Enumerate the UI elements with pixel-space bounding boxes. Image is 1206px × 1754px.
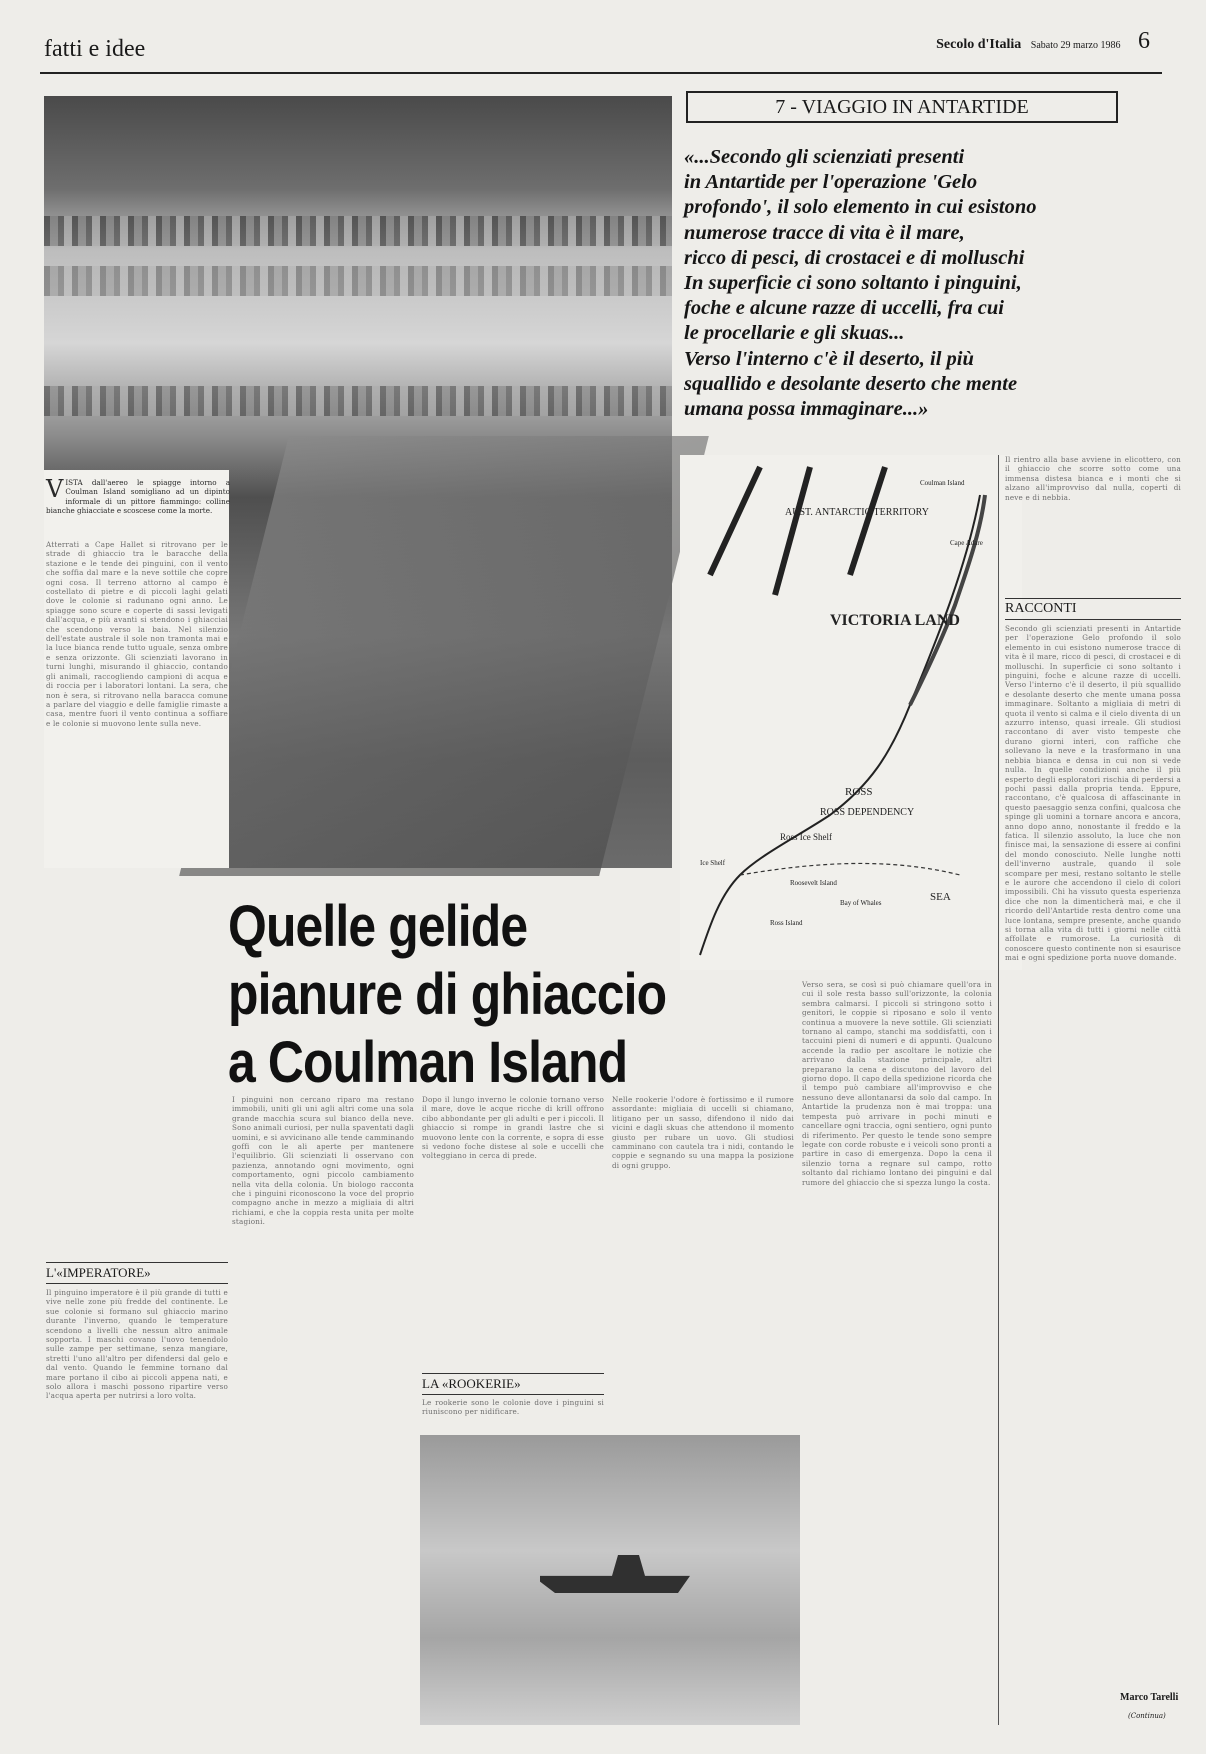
quote-line: Verso l'interno c'è il deserto, il più bbox=[684, 347, 974, 370]
article-column-1b: Il pinguino imperatore è il più grande di tutti e vive nelle zone più fredde del continente. Le sue colonie si formano sul ghiaccio marino durante l'inverno, quando le temperature scendono a livelli che nessun altro animale sopporta. I maschi covano l'uovo tenendolo sulle zampe per settimane, senza mangiare, stretti l'uno all'altro per difendersi dal gelo e dal vento. Quando le femmine tornano dal mare portano il cibo ai piccoli appena nati, e solo allora i maschi possono ripartire verso l'acqua aperta per nutrirsi a loro volta. bbox=[46, 1288, 228, 1401]
photo-ridge bbox=[44, 386, 672, 416]
map-label: ROSS bbox=[845, 786, 873, 798]
caption-text: ISTA dall'aereo le spiagge intorno a Coulman Island somigliano ad un dipinto informale di un pittore fiammingo: colline bianche ghiacciate e scoscese come la morte. bbox=[46, 478, 230, 515]
subhead-imperatore: L'«IMPERATORE» bbox=[46, 1262, 228, 1284]
headline-line: Quelle gelide bbox=[228, 894, 528, 959]
map-label: ROSS DEPENDENCY bbox=[820, 807, 915, 818]
main-headline bbox=[228, 893, 692, 1097]
photo-ridge bbox=[44, 216, 672, 246]
quote-line: profondo', il solo elemento in cui esistono bbox=[684, 196, 1037, 219]
antarctic-map bbox=[680, 455, 1022, 970]
series-title: 7 - VIAGGIO IN ANTARTIDE bbox=[686, 91, 1118, 123]
newspaper-name: Secolo d'Italia bbox=[936, 37, 1022, 52]
ship-silhouette bbox=[540, 1555, 690, 1593]
map-label: Bay of Whales bbox=[840, 899, 882, 907]
quote-line: in Antartide per l'operazione 'Gelo bbox=[684, 171, 978, 194]
article-column-3: Dopo il lungo inverno le colonie tornano verso il mare, dove le acque ricche di krill offrono cibo abbondante per gli adulti e per i piccoli. Il ghiaccio si rompe in grandi lastre che si muovono lente con la corrente, e sopra di esse si vedono foche distese al sole e uccelli che volteggiano in cerca di prede. bbox=[422, 1095, 604, 1161]
map-label: VICTORIA LAND bbox=[830, 612, 960, 629]
quote-line: umana possa immaginare...» bbox=[684, 398, 929, 421]
article-column-7: Secondo gli scienziati presenti in Antartide per l'operazione Gelo profondo il solo elemento in cui esistono numerose tracce di vita è il mare, ricco di pesci, di crostacei e di molluschi. In superficie ci sono soltanto i pinguini, foche e alcune razze di uccelli. Verso l'interno c'è il deserto, il più squallido e desolante deserto che mente umana possa immaginare. Soltanto a migliaia di metri di quota il vento si calma e il cielo diventa di un azzurro intenso, quasi irreale. Gli studiosi raccontano di aver visto tempeste che durano giorni interi, con raffiche che sollevano la neve e la trasformano in una nebbia bianca e densa in cui non si vede nulla. In quelle condizioni anche il più esperto degli esploratori rischia di perdersi a pochi passi dalla propria tenda. Eppure, raccontano, c'è qualcosa di affascinante in questo paesaggio senza confini, qualcosa che spinge gli uomini a tornare ancora e ancora, anno dopo anno, nonostante il freddo e la fatica. Il silenzio assoluto, la luce che non finisce mai, la sensazione di essere ai confini del mondo conosciuto. Nelle lunghe notti dell'inverno australe, quando il sole scompare per mesi, restano soltanto le stelle e le aurore che accendono il cielo di colori impossibili. Chi ha vissuto questa esperienza dice che non la dimenticherà mai, e che il ricordo dell'Antartide resta dentro come una luce lontana, sempre presente, anche quando si torna alla vita di tutti i giorni nelle città affollate e rumorose. La curiosità di conoscere questo continente non si esaurisce mai e ogni spedizione porta nuove domande. bbox=[1005, 624, 1181, 963]
subhead-rookerie: LA «ROOKERIE» bbox=[422, 1373, 604, 1395]
column-rule bbox=[998, 455, 999, 1725]
masthead bbox=[936, 28, 1150, 55]
issue-date: Sabato 29 marzo 1986 bbox=[1030, 40, 1121, 51]
quote-line: squallido e desolante deserto che mente bbox=[684, 372, 1018, 395]
page-number: 6 bbox=[1138, 28, 1150, 54]
map-label: SEA bbox=[930, 891, 951, 903]
article-column-6: Il rientro alla base avviene in elicottero, con il ghiaccio che scorre sotto come una immensa distesa bianca e i monti che si alzano all'improvviso dal nulla, coperti di neve e di nebbia. bbox=[1005, 455, 1181, 502]
icebreaker-photo bbox=[420, 1435, 800, 1725]
map-label: Cape Adare bbox=[950, 539, 983, 547]
article-column-3b: Le rookerie sono le colonie dove i pinguini si riuniscono per nidificare. bbox=[422, 1398, 604, 1417]
headline-line: pianure di ghiaccio bbox=[228, 962, 667, 1027]
article-column-5: Verso sera, se così si può chiamare quell'ora in cui il sole resta basso sull'orizzonte, la colonia sembra calmarsi. I piccoli si stringono sotto i genitori, le coppie si riposano e solo il vento continua a muovere la neve sottile. Gli scienziati tornano al campo, stanchi ma soddisfatti, con i taccuini pieni di numeri e di appunti. Qualcuno accende la radio per ascoltare le notizie che arrivano dalla stazione principale, altri preparano la cena e discutono del lavoro del giorno dopo. Il capo della spedizione ricorda che il tempo può cambiare all'improvviso e che nessuno deve allontanarsi da solo dal campo. In Antartide la prudenza non è mai troppa: una tempesta può arrivare in pochi minuti e cancellare ogni traccia, ogni sentiero, ogni punto di riferimento. Per questo le tende sono sempre legate con corde robuste e i veicoli sono pronti a partire in caso di emergenza. Dopo la cena il silenzio torna a regnare sul campo, rotto soltanto dal richiamo lontano dei pinguini e dal rumore del ghiaccio che si spezza lungo la costa. bbox=[802, 980, 992, 1187]
article-column-1: Atterrati a Cape Hallet si ritrovano per le strade di ghiaccio tra le baracche della stazione e le tende dei pinguini, con il vento che soffia dal mare e la neve sottile che copre ogni cosa. Il terreno attorno al campo è costellato di pietre e di piccoli laghi gelati dove le colonie si radunano ogni anno. Le spiagge sono scure e coperte di sassi levigati dall'acqua, e più avanti si stendono i ghiacciai che scendono verso la baia. Nel silenzio dell'estate australe il sole non tramonta mai e la luce bianca rende tutto uguale, senza ombre e senza orizzonte. Gli scienziati lavorano in turni lunghi, misurando il ghiaccio, contando gli animali, raccogliendo campioni di acqua e di roccia per i laboratori lontani. La sera, che non è sera, si ritrovano nella baracca comune a parlare del viaggio e delle famiglie rimaste a casa, mentre fuori il vento continua a soffiare e le colonie si muovono lente sulla neve. bbox=[46, 540, 228, 728]
photo-ice-plain bbox=[179, 436, 709, 876]
quote-line: «...Secondo gli scienziati presenti bbox=[684, 146, 965, 168]
quote-line: In superficie ci sono soltanto i pinguini, bbox=[684, 272, 1022, 295]
photo-ridge bbox=[44, 266, 672, 296]
map-label: Ice Shelf bbox=[700, 859, 726, 867]
drop-cap: V bbox=[46, 475, 64, 503]
pull-quote bbox=[684, 145, 1124, 422]
headline-line: a Coulman Island bbox=[228, 1030, 628, 1095]
section-label: fatti e idee bbox=[44, 36, 146, 62]
map-label: Coulman Island bbox=[920, 479, 965, 487]
photo-caption bbox=[46, 475, 230, 515]
subhead-racconti: RACCONTI bbox=[1005, 598, 1181, 620]
quote-line: numerose tracce di vita è il mare, bbox=[684, 221, 965, 244]
map-label: Ross Ice Shelf bbox=[780, 832, 832, 842]
quote-line: le procellarie e gli skuas... bbox=[684, 322, 905, 345]
map-label: Roosevelt Island bbox=[790, 879, 837, 887]
byline-author: Marco Tarelli bbox=[1120, 1692, 1179, 1703]
map-label: Ross Island bbox=[770, 919, 803, 927]
article-column-4: Nelle rookerie l'odore è fortissimo e il rumore assordante: migliaia di uccelli si chiamano, litigano per un sasso, difendono il nido dai vicini e dagli skuas che attendono il momento giusto per rubare un uovo. Gli studiosi camminano con cautela tra i nidi, contando le coppie e segnando su una mappa la posizione di ogni gruppo. bbox=[612, 1095, 794, 1170]
map-label: AUST. ANTARCTIC TERRITORY bbox=[785, 507, 929, 518]
article-column-2: I pinguini non cercano riparo ma restano immobili, uniti gli uni agli altri come una sola grande macchia scura sul bianco della neve. Sono animali curiosi, per nulla spaventati dagli uomini, e si avvicinano alle tende camminando goffi con le ali aperte per mantenere l'equilibrio. Gli scienziati li osservano con pazienza, annotando ogni movimento, ogni comportamento, ogni piccolo cambiamento nella vita della colonia. Un biologo racconta che i pinguini riconoscono la voce del proprio compagno anche in mezzo a migliaia di altri richiami, e che la coppia resta unita per molte stagioni. bbox=[232, 1095, 414, 1227]
quote-line: ricco di pesci, di crostacei e di molluschi bbox=[684, 246, 1025, 269]
quote-line: foche e alcune razze di uccelli, fra cui bbox=[684, 297, 1004, 320]
byline-credit: (Continua) bbox=[1128, 1712, 1166, 1720]
header-rule bbox=[40, 72, 1162, 74]
